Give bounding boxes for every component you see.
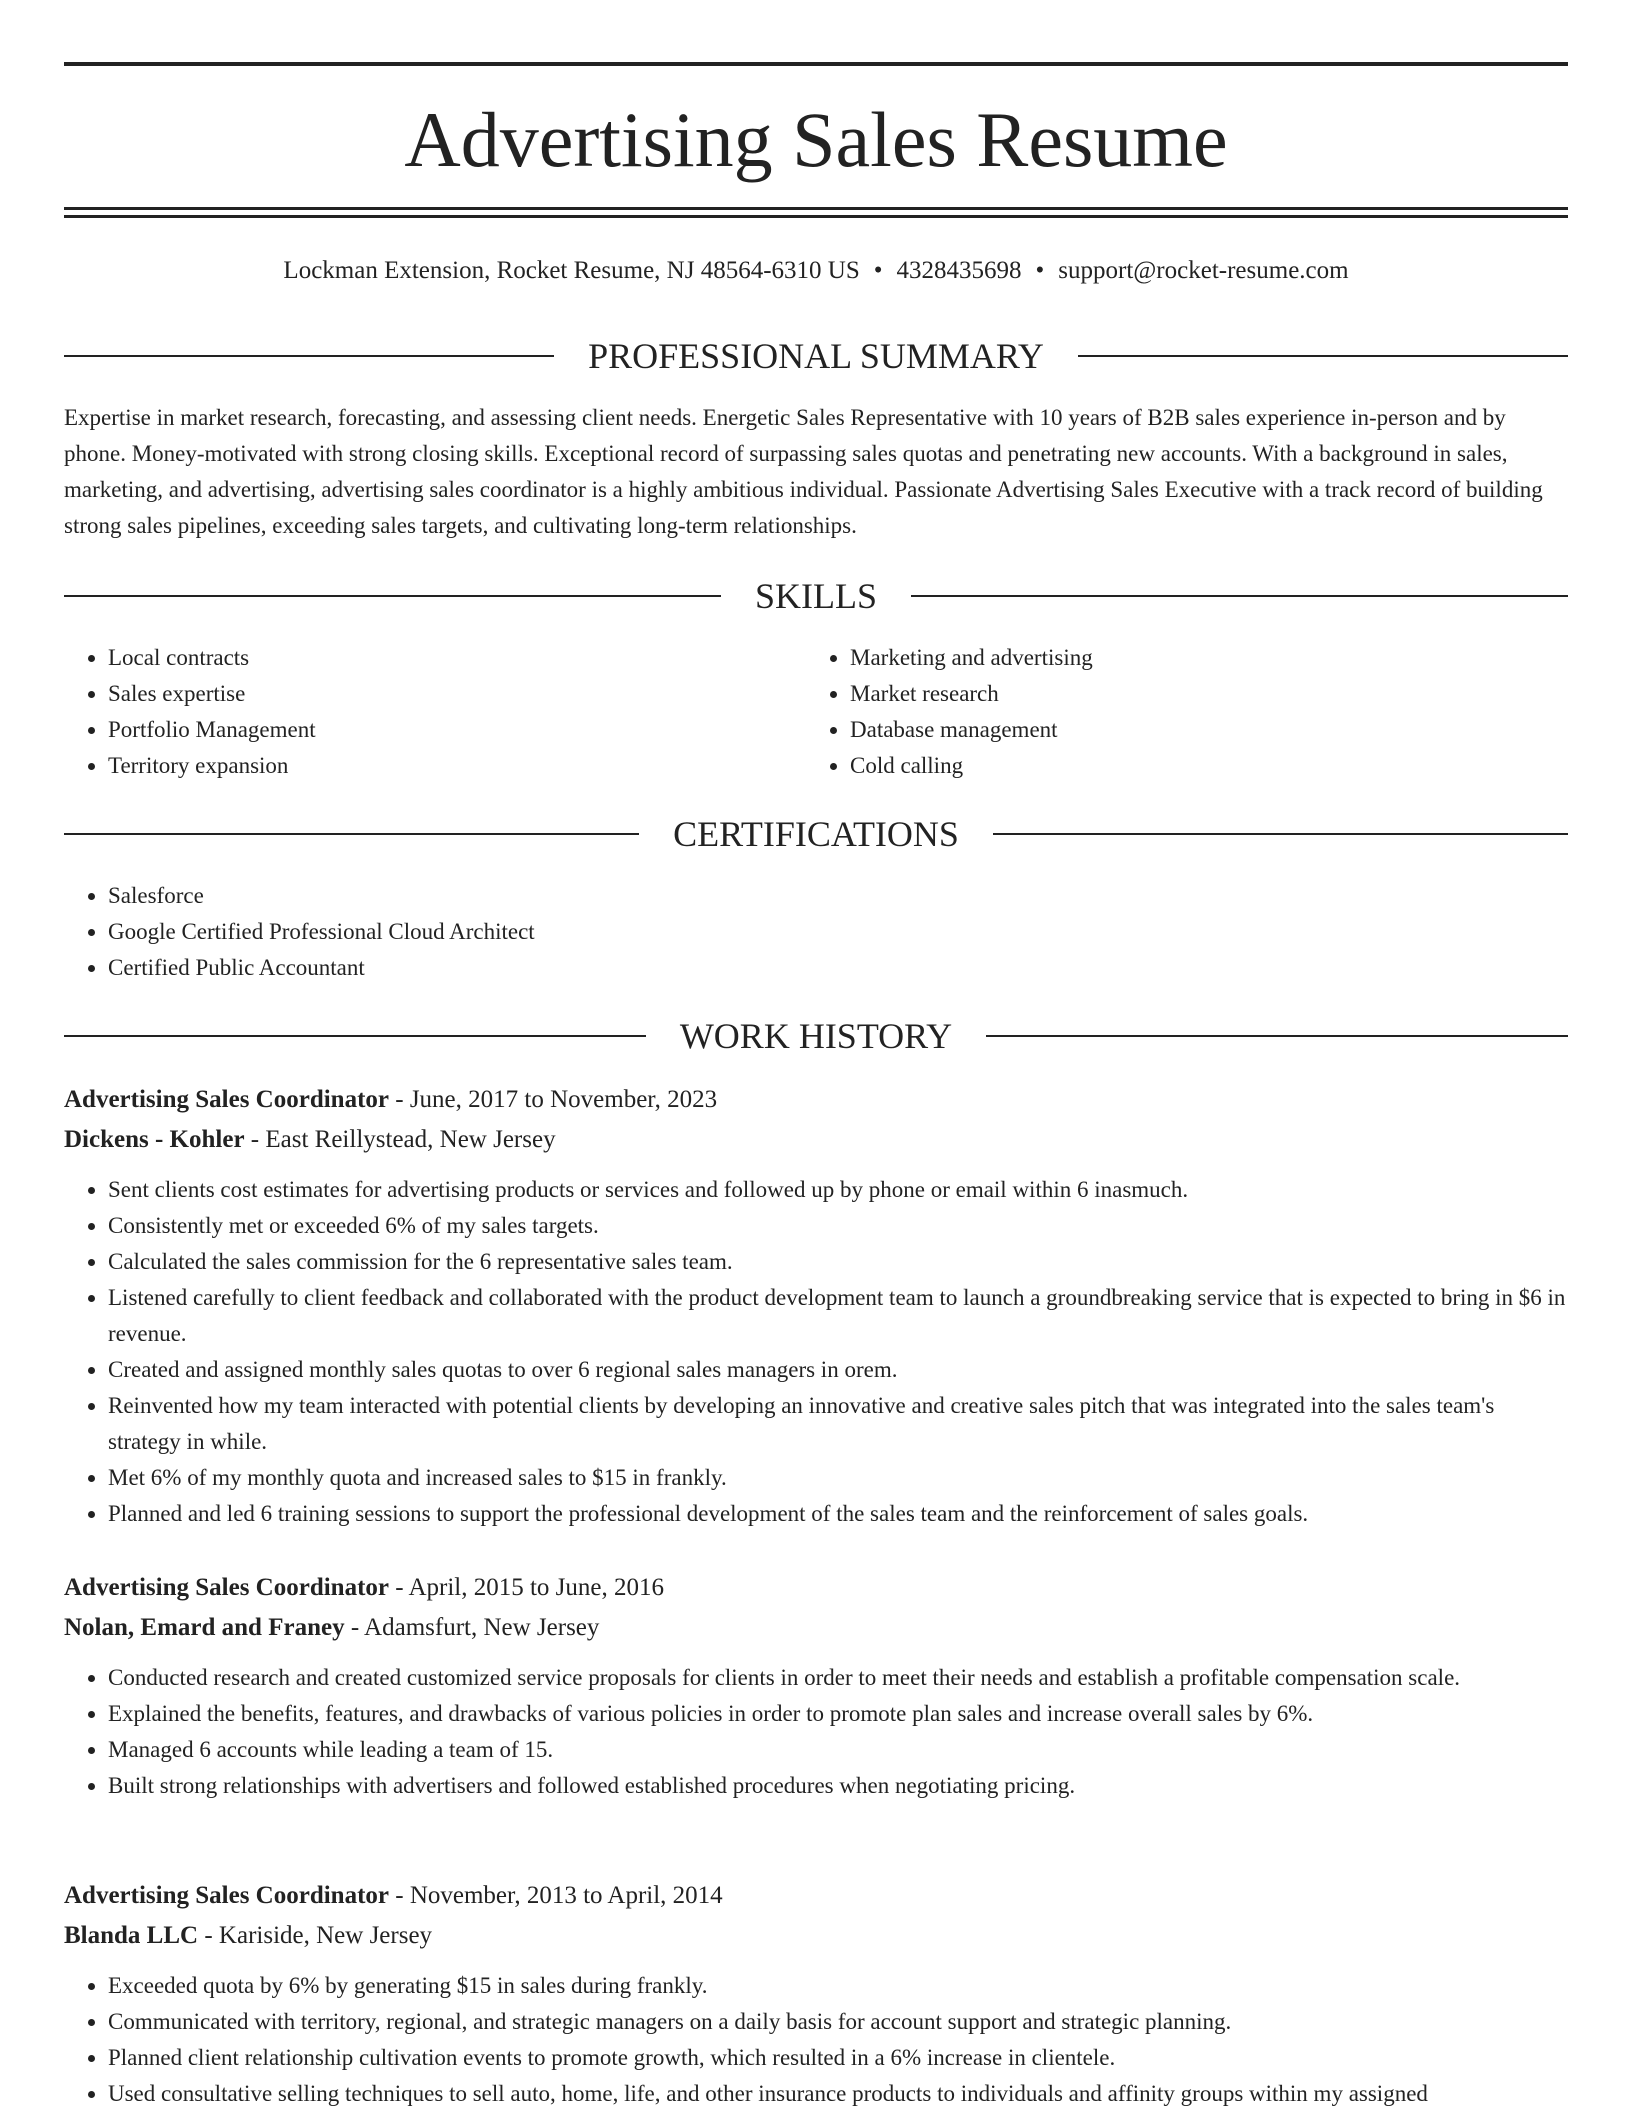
heading-rule	[1078, 355, 1568, 357]
job-bullet: • Consistently met or exceeded 6% of my sales targets.	[108, 1208, 1568, 1244]
job-location: - East Reillystead, New Jersey	[244, 1126, 556, 1153]
skill-item: • Database management	[850, 712, 1506, 748]
contact-separator: •	[873, 257, 883, 284]
job-bullet: • Calculated the sales commission for the 6 representative sales team.	[108, 1244, 1568, 1280]
certifications	[64, 878, 1564, 986]
skill-item: • Portfolio Management	[108, 712, 764, 748]
job-company: Dickens - Kohler	[64, 1126, 245, 1153]
job-company: Blanda LLC	[64, 1922, 199, 1949]
heading-rule	[986, 1035, 1568, 1037]
job-bullet: • Communicated with territory, regional, and strategic managers on a daily basis for account support and strategic planning.	[108, 2004, 1568, 2040]
job-company-line	[64, 1608, 1568, 1648]
job-title-line	[64, 1876, 1568, 1916]
contact-phone[interactable]: 4328435698	[896, 257, 1022, 284]
skill-item: • Market research	[850, 676, 1506, 712]
certification-item: • Salesforce	[108, 878, 1564, 914]
heading-rule	[911, 595, 1568, 597]
job-company-line	[64, 1120, 1568, 1160]
certifications-list	[64, 878, 1564, 986]
summary-text: Expertise in market research, forecasting, and assessing client needs. Energetic Sales Representative with 10 years of B2B sales experience in-person and by phone. Money-motivated with strong closing skills. Exceptional record of surpassing sales quotas and penetrating new accounts. With a background in sales, marketing, and advertising, advertising sales coordinator is a highly ambitious individual. Passionate Advertising Sales Executive with a track record of building strong sales pipelines, exceeding sales targets, and cultivating long-term relationships.	[64, 405, 1543, 538]
skills-left-column	[64, 640, 764, 784]
job-bullet: • Met 6% of my monthly quota and increased sales to $15 in frankly.	[108, 1460, 1568, 1496]
skill-item: • Local contracts	[108, 640, 764, 676]
skills-list-left	[64, 640, 764, 784]
certification-item: • Google Certified Professional Cloud Architect	[108, 914, 1564, 950]
skills-list-right	[806, 640, 1506, 784]
skill-item: • Sales expertise	[108, 676, 764, 712]
heading-rule	[64, 355, 554, 357]
job-bullets	[64, 1172, 1568, 1532]
job-dates: - June, 2017 to November, 2023	[389, 1086, 718, 1113]
job-bullet: • Sent clients cost estimates for advertising products or services and followed up by phone or email within 6 inasmuch.	[108, 1172, 1568, 1208]
job-bullet: • Used consultative selling techniques to sell auto, home, life, and other insurance products to individuals and affinity groups within my assigned	[108, 2076, 1568, 2112]
job-title-line	[64, 1080, 1568, 1120]
resume-title: Advertising Sales Resume	[404, 96, 1228, 183]
heading-rule	[64, 595, 721, 597]
job-bullet: • Planned client relationship cultivation events to promote growth, which resulted in a 6% increase in clientele.	[108, 2040, 1568, 2076]
skill-item: • Territory expansion	[108, 748, 764, 784]
job-bullet: • Explained the benefits, features, and drawbacks of various policies in order to promote plan sales and increase overall sales by 6%.	[108, 1696, 1568, 1732]
job-bullet: • Conducted research and created customized service proposals for clients in order to meet their needs and establish a profitable compensation scale.	[108, 1660, 1568, 1696]
heading-rule	[64, 1035, 646, 1037]
job-company: Nolan, Emard and Franey	[64, 1614, 345, 1641]
section-heading-summary	[64, 334, 1568, 378]
title-rule-upper	[64, 207, 1568, 210]
section-heading-skills	[64, 574, 1568, 618]
section-title: SKILLS	[755, 576, 878, 616]
section-title: WORK HISTORY	[679, 1016, 953, 1056]
contact-email[interactable]: support@rocket-resume.com	[1058, 257, 1349, 284]
job-title: Advertising Sales Coordinator	[64, 1882, 389, 1909]
section-title: PROFESSIONAL SUMMARY	[588, 336, 1044, 376]
job-bullet: • Planned and led 6 training sessions to support the professional development of the sales team and the reinforcement of sales goals.	[108, 1496, 1568, 1532]
job-entry	[64, 1876, 1568, 2112]
contact-line	[0, 254, 1632, 288]
job-title: Advertising Sales Coordinator	[64, 1086, 389, 1113]
job-dates: - April, 2015 to June, 2016	[389, 1574, 664, 1601]
heading-rule	[64, 833, 639, 835]
contact-address: Lockman Extension, Rocket Resume, NJ 48564-6310 US	[283, 257, 860, 284]
job-bullet: • Exceeded quota by 6% by generating $15 in sales during frankly.	[108, 1968, 1568, 2004]
job-company-line	[64, 1916, 1568, 1956]
skill-item: • Cold calling	[850, 748, 1506, 784]
title-rule-lower	[64, 215, 1568, 218]
job-bullet: • Managed 6 accounts while leading a team of 15.	[108, 1732, 1568, 1768]
section-title: CERTIFICATIONS	[673, 814, 959, 854]
section-heading-work	[64, 1014, 1568, 1058]
skill-item: • Marketing and advertising	[850, 640, 1506, 676]
job-bullet: • Created and assigned monthly sales quotas to over 6 regional sales managers in orem.	[108, 1352, 1568, 1388]
section-heading-certifications	[64, 812, 1568, 856]
job-bullet: • Built strong relationships with advertisers and followed established procedures when negotiating pricing.	[108, 1768, 1568, 1804]
job-bullets	[64, 1660, 1568, 1804]
job-location: - Kariside, New Jersey	[198, 1922, 433, 1949]
job-bullet: • Listened carefully to client feedback and collaborated with the product development team to launch a groundbreaking service that is expected to bring in $6 in revenue.	[108, 1280, 1568, 1352]
job-title-line	[64, 1568, 1568, 1608]
job-dates: - November, 2013 to April, 2014	[389, 1882, 723, 1909]
certification-item: • Certified Public Accountant	[108, 950, 1564, 986]
job-bullet: • Reinvented how my team interacted with potential clients by developing an innovative and creative sales pitch that was integrated into the sales team's strategy in while.	[108, 1388, 1568, 1460]
job-entry	[64, 1568, 1568, 1804]
job-entry	[64, 1080, 1568, 1532]
skills-right-column	[806, 640, 1506, 784]
job-location: - Adamsfurt, New Jersey	[344, 1614, 600, 1641]
heading-rule	[993, 833, 1568, 835]
job-title: Advertising Sales Coordinator	[64, 1574, 389, 1601]
top-rule	[64, 62, 1568, 66]
job-bullets	[64, 1968, 1568, 2112]
contact-separator: •	[1035, 257, 1045, 284]
